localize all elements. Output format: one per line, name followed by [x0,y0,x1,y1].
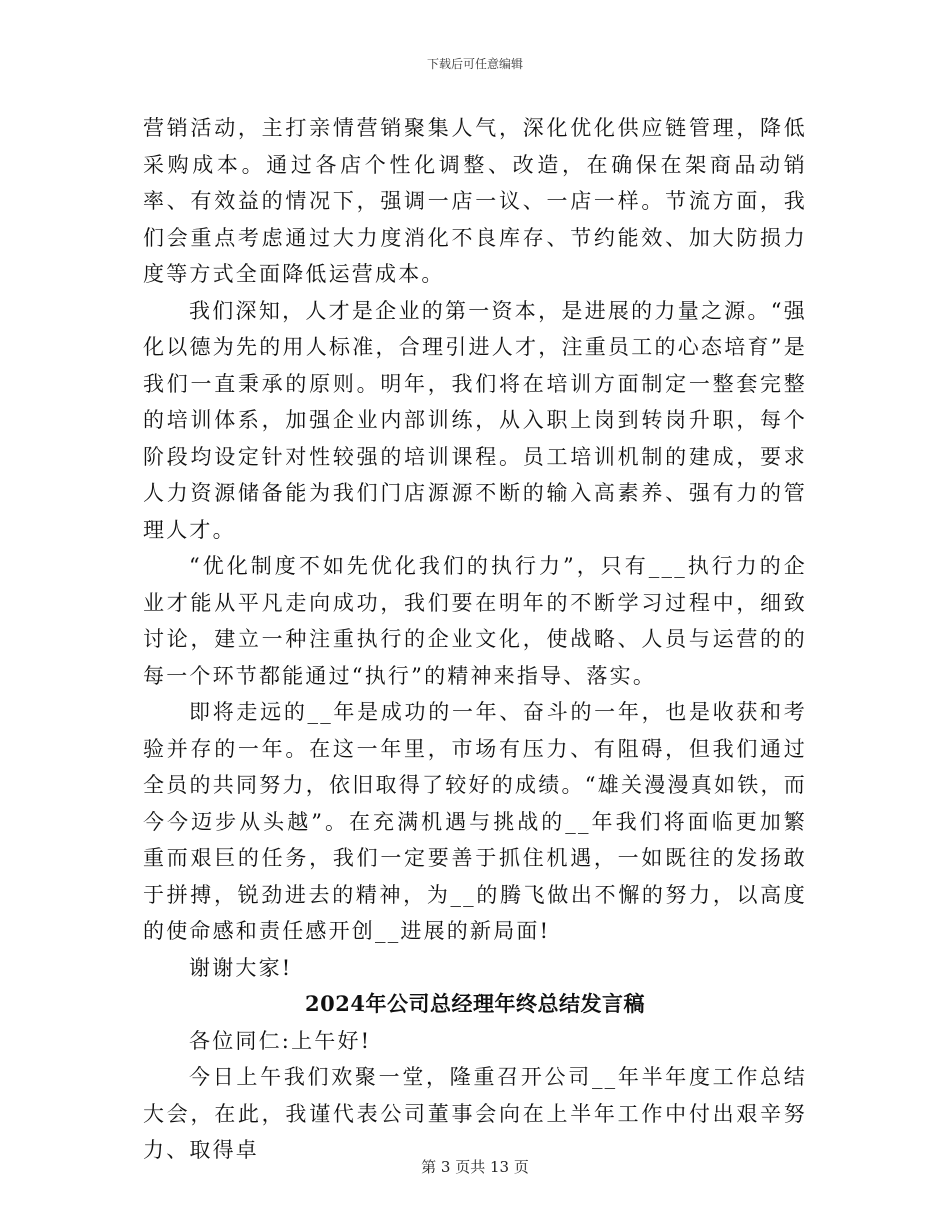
paragraph-continuation: 营销活动，主打亲情营销聚集人气，深化优化供应链管理，降低采购成本。通过各店个性化调整、改造，在确保在架商品动销率、有效益的情况下，强调一店一议、一店一样。节流方面，我们会重点考虑通过大力度消化不良库存、节约能效、加大防损力度等方式全面降低运营成本。 [143,116,807,286]
paragraph-greeting: 各位同仁:上午好! [189,1028,372,1053]
section-title: 2024年公司总经理年终总结发言稿 [305,991,645,1016]
paragraph-execution: “优化制度不如先优化我们的执行力”，只有___执行力的企业才能从平凡走向成功，我们要在明年的不断学习过程中，细致讨论，建立一种注重执行的企业文化，使战略、人员与运营的的每一个环节都能通过“执行”的精神来指导、落实。 [143,554,807,688]
document-body [143,110,807,1169]
paragraph-talent: 我们深知，人才是企业的第一资本，是进展的力量之源。“强化以德为先的用人标准，合理引进人才，注重员工的心态培育”是我们一直秉承的原则。明年，我们将在培训方面制定一整套完整的培训体系，加强企业内部训练，从入职上岗到转岗升职，每个阶段均设定针对性较强的培训课程。员工培训机制的建成，要求人力资源储备能为我们门店源源不断的输入高素养、强有力的管理人才。 [143,298,807,542]
page-header-note: 下载后可任意编辑 [426,57,523,71]
paragraph-opening: 今日上午我们欢聚一堂，隆重召开公司__年半年度工作总结大会，在此，我谨代表公司董事会向在上半年工作中付出艰辛努力、取得卓 [143,1065,807,1162]
page-number: 第 3 页共 13 页 [421,1158,529,1176]
paragraph-thanks: 谢谢大家! [189,955,293,980]
paragraph-year-review: 即将走远的__年是成功的一年、奋斗的一年，也是收获和考验并存的一年。在这一年里，市场有压力、有阻碍，但我们通过全员的共同努力，依旧取得了较好的成绩。“雄关漫漫真如铁，而今今迈步从头越”。在充满机遇与挑战的__年我们将面临更加繁重而艰巨的任务，我们一定要善于抓住机遇，一如既往的发扬敢于拼搏，锐劲进去的精神，为__的腾飞做出不懈的努力，以高度的使命感和责任感开创__进展的新局面! [143,700,807,943]
